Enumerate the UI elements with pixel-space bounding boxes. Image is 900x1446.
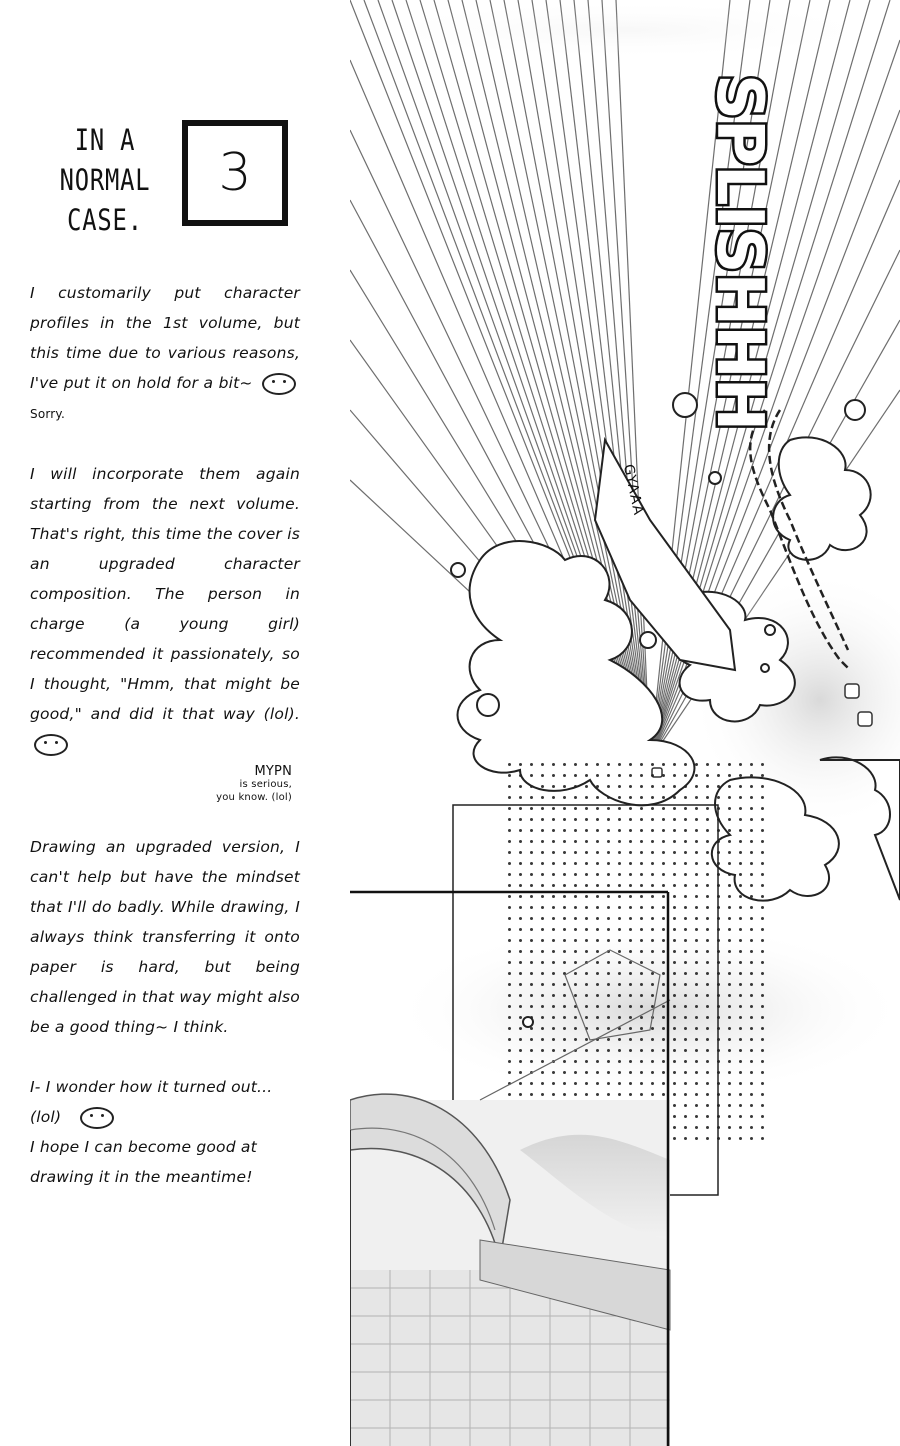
chapter-number-box (182, 120, 288, 226)
paragraph-4-text: I- I wonder how it turned out... (lol) (30, 1078, 273, 1126)
paragraph-5 (30, 1132, 300, 1192)
chapter-title (40, 120, 170, 240)
side-note-label: MYPN (254, 764, 292, 779)
chapter-title-line-3: CASE. (67, 203, 143, 237)
paragraph-3 (30, 832, 300, 1042)
paragraph-3-text: Drawing an upgraded version, I can't help but have the mindset that I'll do badly. While drawing, I always think transferring it onto paper is hard, but being challenged in that way might also be a good thing~ I think. (30, 838, 300, 1036)
side-note-text: is serious, (239, 779, 292, 790)
paragraph-2-text: I will incorporate them again starting from the next volume. That's right, this time the cover is an upgraded character composition. The person in charge (a young girl) recommended it passionately, so I thought, "Hmm, that might be good," and did it that way (lol). (30, 465, 300, 723)
speech-bubble-text: GYAAA (619, 462, 647, 518)
face-doodle-icon (262, 373, 296, 395)
chapter-number: 3 (218, 143, 252, 203)
paragraph-5-text: I hope I can become good at drawing it in the meantime! (30, 1138, 257, 1186)
sound-effect (688, 73, 790, 431)
speech-bubble-text-box (618, 450, 648, 530)
paragraph-2 (30, 459, 300, 759)
sound-effect-text: SPLISHHH (702, 73, 776, 431)
face-doodle-icon (34, 734, 68, 756)
chapter-title-line-1: IN A (74, 123, 136, 157)
chapter-heading (40, 120, 320, 240)
tunnel-scene (350, 1094, 670, 1446)
side-note (30, 765, 300, 804)
splash-illustration (350, 0, 900, 1446)
side-note-line-2: you know. (lol) (216, 792, 292, 803)
screentone-dots (505, 755, 765, 1145)
afterword-column (0, 0, 340, 1446)
paragraph-4 (30, 1072, 300, 1132)
afterword-text (30, 278, 300, 1222)
face-doodle-icon (80, 1107, 114, 1129)
chapter-title-line-2: NORMAL (59, 163, 151, 197)
paragraph-1-text: I customarily put character profiles in the 1st volume, but this time due to various reasons, I've put it on hold for a bit~ (30, 284, 300, 392)
paragraph-1-tail: Sorry. (30, 407, 66, 421)
paragraph-1 (30, 278, 300, 429)
